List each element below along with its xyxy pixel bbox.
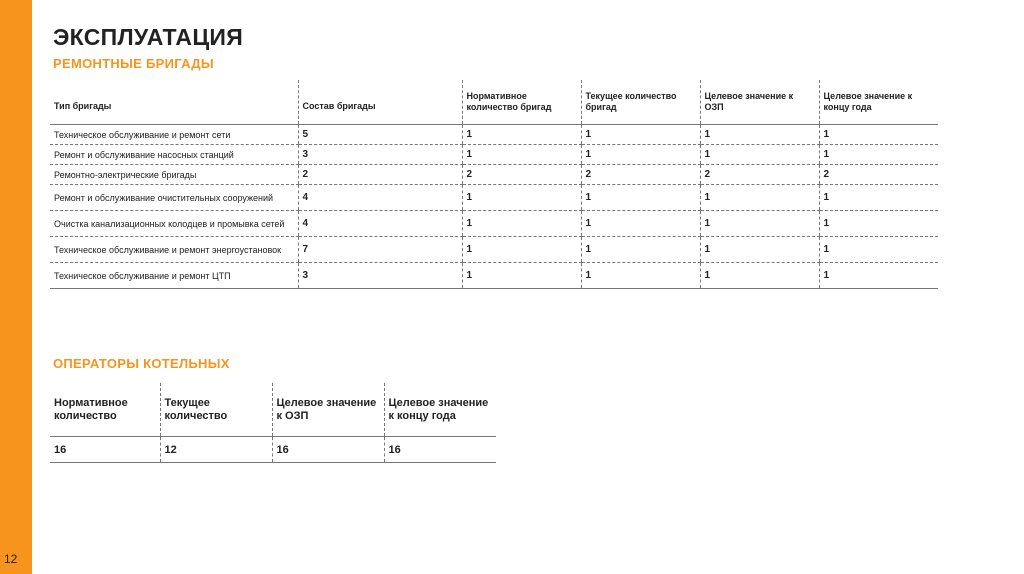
table-row	[50, 437, 496, 463]
table-cell: Очистка канализационных колодцев и промывка сетей	[50, 211, 298, 237]
table-cell: 2	[581, 165, 700, 185]
table-cell: 16	[272, 437, 384, 463]
table-cell: 2	[819, 165, 938, 185]
table-cell: Техническое обслуживание и ремонт сети	[50, 125, 298, 145]
table-header-row	[50, 383, 496, 437]
operators-table	[50, 383, 496, 463]
table-cell: 4	[298, 211, 462, 237]
column-header: Нормативное количество	[50, 383, 160, 437]
table-cell: 1	[819, 211, 938, 237]
table-header-row	[50, 80, 938, 125]
table-cell: 1	[581, 185, 700, 211]
table-cell: 1	[462, 185, 581, 211]
table-cell: 1	[462, 145, 581, 165]
table-cell: 1	[819, 145, 938, 165]
table-row	[50, 185, 938, 211]
column-header: Целевое значение к концу года	[819, 80, 938, 125]
table-row	[50, 263, 938, 289]
column-header: Текущее количество	[160, 383, 272, 437]
table-cell: 1	[581, 263, 700, 289]
table-cell: 3	[298, 263, 462, 289]
table-cell: 4	[298, 185, 462, 211]
operators-heading: ОПЕРАТОРЫ КОТЕЛЬНЫХ	[53, 356, 230, 371]
table-cell: 3	[298, 145, 462, 165]
table-cell: Ремонт и обслуживание насосных станций	[50, 145, 298, 165]
column-header: Нормативное количество бригад	[462, 80, 581, 125]
column-header: Текущее количество бригад	[581, 80, 700, 125]
table-cell: 1	[700, 237, 819, 263]
table-cell: 1	[462, 237, 581, 263]
table-cell: 2	[700, 165, 819, 185]
column-header: Целевое значение к ОЗП	[272, 383, 384, 437]
table-cell: 1	[462, 125, 581, 145]
table-cell: 1	[462, 211, 581, 237]
table-row	[50, 165, 938, 185]
page-number: 12	[4, 552, 18, 566]
table-cell: 1	[700, 145, 819, 165]
table-cell: 16	[50, 437, 160, 463]
table-cell: Ремонтно-электрические бригады	[50, 165, 298, 185]
table-row	[50, 237, 938, 263]
table-cell: 5	[298, 125, 462, 145]
table-row	[50, 125, 938, 145]
table-cell: 1	[581, 237, 700, 263]
brigades-heading: РЕМОНТНЫЕ БРИГАДЫ	[53, 56, 214, 71]
table-row	[50, 211, 938, 237]
table-cell: 1	[700, 263, 819, 289]
table-cell: 2	[462, 165, 581, 185]
column-header: Состав бригады	[298, 80, 462, 125]
table-cell: 7	[298, 237, 462, 263]
table-cell: 1	[819, 263, 938, 289]
column-header: Тип бригады	[50, 80, 298, 125]
page-title: ЭКСПЛУАТАЦИЯ	[53, 24, 244, 50]
table-cell: 12	[160, 437, 272, 463]
column-header: Целевое значение к ОЗП	[700, 80, 819, 125]
brigades-table	[50, 80, 938, 289]
table-row	[50, 145, 938, 165]
sidebar-accent-bar	[0, 0, 32, 574]
table-cell: 1	[700, 125, 819, 145]
table-cell: 2	[298, 165, 462, 185]
table-cell: 1	[581, 125, 700, 145]
table-cell: 16	[384, 437, 496, 463]
table-cell: 1	[462, 263, 581, 289]
table-cell: Ремонт и обслуживание очистительных сооружений	[50, 185, 298, 211]
table-cell: 1	[819, 125, 938, 145]
table-cell: 1	[700, 185, 819, 211]
table-cell: 1	[581, 145, 700, 165]
table-cell: 1	[700, 211, 819, 237]
column-header: Целевое значение к концу года	[384, 383, 496, 437]
table-cell: Техническое обслуживание и ремонт ЦТП	[50, 263, 298, 289]
table-cell: 1	[819, 237, 938, 263]
table-cell: 1	[581, 211, 700, 237]
table-cell: Техническое обслуживание и ремонт энергоустановок	[50, 237, 298, 263]
table-cell: 1	[819, 185, 938, 211]
